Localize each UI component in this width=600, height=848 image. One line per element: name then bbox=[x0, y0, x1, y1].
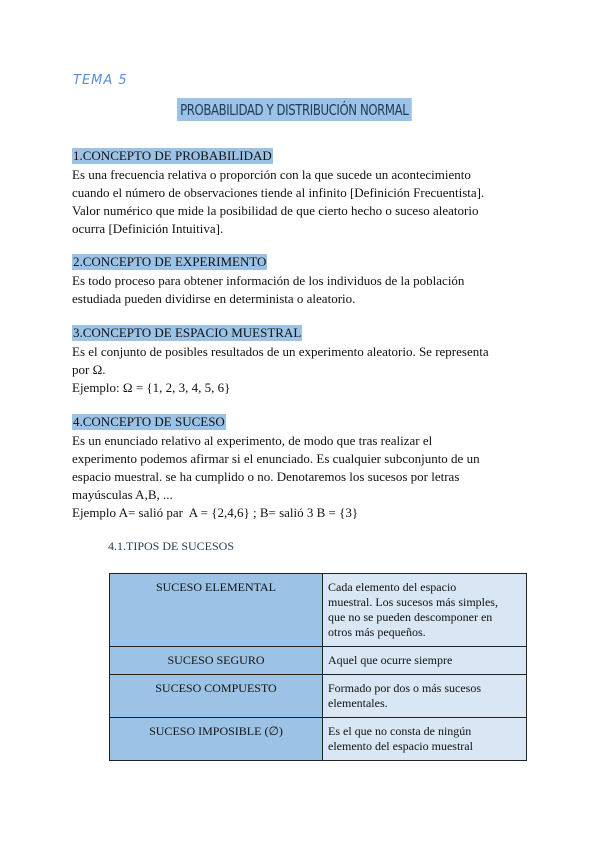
text-line: Ejemplo A= salió par A = {2,4,6} ; B= salió 3 B = {3} bbox=[72, 505, 359, 520]
suceso-desc-cell bbox=[323, 675, 527, 718]
suceso-type-cell: SUCESO SEGURO bbox=[110, 647, 323, 675]
text-line: que no se pueden descomponer en bbox=[328, 610, 493, 624]
section-heading: 2.CONCEPTO DE EXPERIMENTO bbox=[73, 254, 267, 269]
text-line: Cada elemento del espacio bbox=[328, 580, 457, 594]
section-suceso bbox=[72, 413, 532, 522]
text-line: elementales. bbox=[328, 696, 388, 710]
text-line: elemento del espacio muestral bbox=[328, 739, 473, 753]
table-row bbox=[110, 718, 527, 761]
section-body bbox=[72, 272, 532, 308]
tema-label: TEMA 5 bbox=[73, 73, 128, 88]
text-line: Es el que no consta de ningún bbox=[328, 724, 472, 738]
suceso-type-cell: SUCESO IMPOSIBLE (∅) bbox=[110, 718, 323, 761]
section-body bbox=[72, 432, 532, 522]
suceso-type-cell: SUCESO ELEMENTAL bbox=[110, 574, 323, 647]
text-line: espacio muestral. se ha cumplido o no. Denotaremos los sucesos por letras bbox=[72, 469, 460, 484]
text-line: Valor numérico que mide la posibilidad de que cierto hecho o suceso aleatorio bbox=[72, 203, 479, 218]
section-heading: 1.CONCEPTO DE PROBABILIDAD bbox=[73, 148, 272, 163]
text-line: ocurra [Definición Intuitiva]. bbox=[72, 221, 224, 236]
section-experimento bbox=[72, 253, 532, 308]
section-heading: 3.CONCEPTO DE ESPACIO MUESTRAL bbox=[73, 325, 302, 340]
text-line: otros más pequeños. bbox=[328, 625, 426, 639]
text-line: por Ω. bbox=[72, 362, 106, 377]
text-line: experimento podemos afirmar si el enunciado. Es cualquier subconjunto de un bbox=[72, 451, 480, 466]
text-line: Es un enunciado relativo al experimento, de modo que tras realizar el bbox=[72, 433, 433, 448]
text-line: muestral. Los sucesos más simples, bbox=[328, 595, 498, 609]
text-line: Es una frecuencia relativa o proporción con la que sucede un acontecimiento bbox=[72, 167, 471, 182]
section-probabilidad bbox=[72, 147, 532, 238]
text-line: Es todo proceso para obtener información de los individuos de la población bbox=[72, 273, 465, 288]
text-line: Formado por dos o más sucesos bbox=[328, 681, 481, 695]
suceso-desc-cell bbox=[323, 647, 527, 675]
section-heading: 4.CONCEPTO DE SUCESO bbox=[73, 414, 225, 429]
suceso-type-cell: SUCESO COMPUESTO bbox=[110, 675, 323, 718]
text-line: Es el conjunto de posibles resultados de un experimento aleatorio. Se representa bbox=[72, 344, 489, 359]
text-line: Aquel que ocurre siempre bbox=[328, 653, 453, 667]
table-row bbox=[110, 574, 527, 647]
section-body bbox=[72, 166, 532, 238]
text-line: mayúsculas A,B, ... bbox=[72, 487, 173, 502]
text-line: Ejemplo: Ω = {1, 2, 3, 4, 5, 6} bbox=[72, 380, 231, 395]
section-espacio-muestral bbox=[72, 324, 532, 397]
section-body bbox=[72, 343, 532, 397]
sucesos-table bbox=[109, 573, 527, 761]
table-row bbox=[110, 647, 527, 675]
suceso-desc-cell bbox=[323, 718, 527, 761]
text-line: estudiada pueden dividirse en determinista o aleatorio. bbox=[72, 291, 356, 306]
page-title: PROBABILIDAD Y DISTRIBUCIÓN NORMAL bbox=[177, 98, 411, 121]
text-line: cuando el número de observaciones tiende al infinito [Definición Frecuentista]. bbox=[72, 185, 485, 200]
suceso-desc-cell bbox=[323, 574, 527, 647]
table-row bbox=[110, 675, 527, 718]
subsection-heading: 4.1.TIPOS DE SUCESOS bbox=[108, 539, 235, 553]
